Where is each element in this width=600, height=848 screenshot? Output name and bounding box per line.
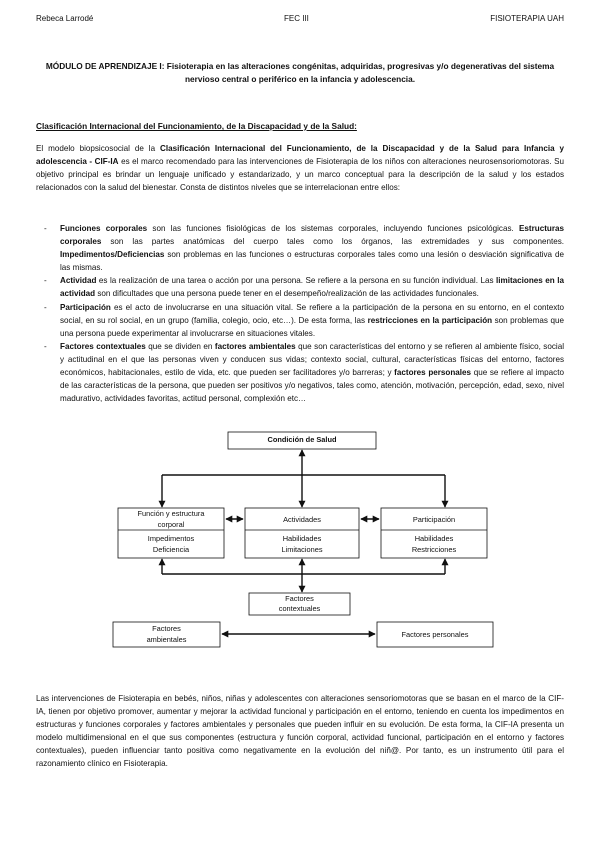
environmental-label-b: ambientales [146, 635, 187, 644]
impairments-label-b: Deficiencia [152, 545, 190, 554]
abilities-label-b: Habilidades [414, 534, 454, 543]
restrictions-label: Restricciones [411, 545, 457, 554]
limitations-label: Limitaciones [281, 545, 323, 554]
list-item: - Funciones corporales son las funciones fisiológicas de los sistemas corporales, incluyendo funciones psicológicas. Estructuras corporales son las partes anatómicas del cuerpo tales como los órganos, las extremidades y sus componentes. Impedimentos/Deficiencias son problemas en las funciones o estructuras corporales tales como una lesión o desviación significativa de las mismas. [60, 222, 564, 274]
conclusion-paragraph: Las intervenciones de Fisioterapia en bebés, niños, niñas y adolescentes con alteraciones sensoriomotoras que se basan en el marco de la CIF-IA, tienen por objetivo promover, aumentar y mejorar la actividad funcional y participación en el entorno, teniendo en cuenta los impedimentos en estructuras y funciones corporales y factores ambientales y personales que pueden influir en su evolución. De esta forma, la CIF-IA presenta un modelo multidimensional en el que sus componentes (estructura y función corporal, actividad funcional, participación en el entorno y factores contextuales), pueden influenciar tanto positiva como negativamente en la evolución del niñ@. Por tanto, es un instrumento útil para el razonamiento clínico en Fisioterapia. [36, 694, 564, 769]
list-item: - Participación es el acto de involucrarse en una situación vital. Se refiere a la participación de la persona en su entorno, en el contexto social, en su rol social, en un grupo (familia, colegio, ocio, etc…). De esta forma, las restricciones en la participación son problemas que una persona puede experimentar al involucrarse en situaciones vitales. [60, 301, 564, 340]
function-label-a: Función y estructura [137, 509, 205, 518]
header-course: FEC III [284, 14, 309, 23]
function-label-b: corporal [157, 520, 185, 529]
header-degree: FISIOTERAPIA UAH [490, 14, 564, 23]
personal-factors-label: Factores personales [401, 630, 469, 639]
abilities-label-a: Habilidades [282, 534, 322, 543]
activities-label: Actividades [283, 515, 321, 524]
contextual-label-b: contextuales [278, 604, 321, 613]
intro-paragraph: El modelo biopsicosocial de la Clasificación Internacional del Funcionamiento, de la Discapacidad y de la Salud para Infancia y adolescencia - CIF-IA es el marco recomendado para las intervenciones de Fisioterapia de los niños con alteraciones neurosensoriomotoras. Su objetivo principal es brindar un lenguaje unificado y estandarizado, y un marco conceptual para la descripción de la salud y los estados relacionados con la salud del bienestar. Consta de distintos niveles que se interrelacionan entre ellos: [36, 144, 564, 193]
list-item: - Factores contextuales que se dividen en factores ambientales que son características del entorno y se refieren al ambiente físico, social y actitudinal en el que las personas viven y conducen sus vidas; contexto social, cultural, características físicas del entorno, factores económicos, habitacionales, estilo de vida, etc. que pueden ser facilitadores y/o barreras; y factores personales que se refiere al impacto de las características de la persona, que pueden ser positivos y/o negativos, tales como, atención, motivación, percepción, edad, sexo, nivel madurativo, actividades favoritas, actitud personal, complexión etc… [60, 340, 564, 405]
section-title: Clasificación Internacional del Funcionamiento, de la Discapacidad y de la Salud: [36, 121, 357, 131]
health-condition-label: Condición de Salud [267, 435, 337, 444]
environmental-label-a: Factores [152, 624, 181, 633]
impairments-label-a: Impedimentos [147, 534, 195, 543]
module-title: MÓDULO DE APRENDIZAJE I: Fisioterapia en las alteraciones congénitas, adquiridas, progresivas y/o degenerativas del sistema nervioso central o periférico en la infancia y adolescencia. [45, 61, 555, 84]
header-author: Rebeca Larrodé [36, 14, 94, 23]
contextual-label-a: Factores [285, 594, 314, 603]
participation-label: Participación [412, 515, 456, 524]
list-item: - Actividad es la realización de una tarea o acción por una persona. Se refiere a la persona en su función individual. Las limitaciones en la actividad son dificultades que una persona puede tener en el desempeño/realización de las actividades funcionales. [60, 274, 564, 300]
